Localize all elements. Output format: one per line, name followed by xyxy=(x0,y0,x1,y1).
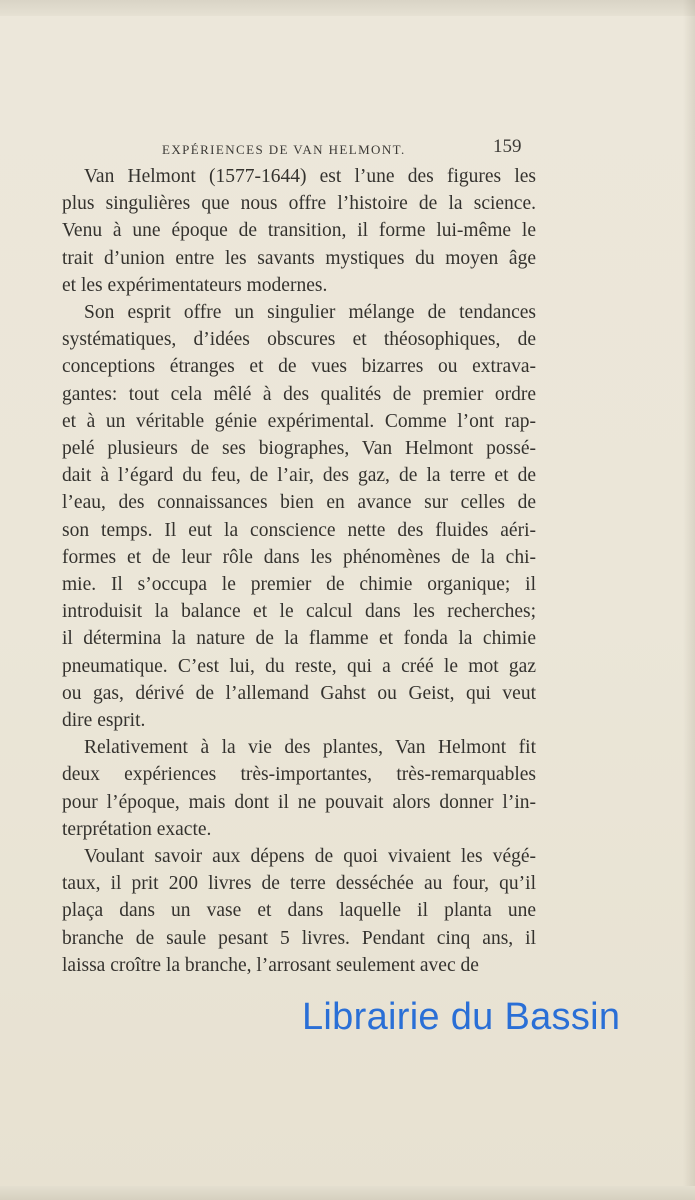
body-text xyxy=(62,163,536,979)
text-line: pneumatique. C’est lui, du reste, qui a créé le mot gaz xyxy=(62,655,536,677)
text-line: trait d’union entre les savants mystiques du moyen âge xyxy=(62,247,536,269)
text-line: et les expérimentateurs modernes. xyxy=(62,274,328,296)
text-line: branche de saule pesant 5 livres. Pendant cinq ans, il xyxy=(62,927,536,949)
text-line: son temps. Il eut la conscience nette des fluides aéri- xyxy=(62,519,536,541)
page-top-edge xyxy=(0,0,695,16)
text-line: il détermina la nature de la flamme et fonda la chimie xyxy=(62,628,536,650)
text-line: terprétation exacte. xyxy=(62,818,212,840)
text-line: Relativement à la vie des plantes, Van Helmont fit xyxy=(84,737,536,759)
text-line: mie. Il s’occupa le premier de chimie organique; il xyxy=(62,574,536,596)
text-line: ou gas, dérivé de l’allemand Gahst ou Geist, qui veut xyxy=(62,682,536,704)
text-line: laissa croître la branche, l’arrosant seulement avec de xyxy=(62,954,479,976)
page-bottom-edge xyxy=(0,1186,695,1200)
text-line: l’eau, des connaissances bien en avance sur celles de xyxy=(62,492,536,514)
paragraph xyxy=(62,843,536,979)
text-line: systématiques, d’idées obscures et théosophiques, de xyxy=(62,329,536,351)
text-line: pour l’époque, mais dont il ne pouvait alors donner l’in- xyxy=(62,791,536,813)
page-right-shadow xyxy=(683,0,695,1200)
text-line: plaça dans un vase et dans laquelle il planta une xyxy=(62,900,536,922)
text-line: formes et de leur rôle dans les phénomènes de la chi- xyxy=(62,546,536,568)
text-line: dait à l’égard du feu, de l’air, des gaz, de la terre et de xyxy=(62,465,536,487)
paragraph xyxy=(62,299,536,734)
text-line: Venu à une époque de transition, il forme lui-même le xyxy=(62,220,536,242)
paragraph xyxy=(62,734,536,843)
paragraph xyxy=(62,163,536,299)
running-head xyxy=(0,136,695,160)
text-line: conceptions étranges et de vues bizarres ou extrava- xyxy=(62,356,536,378)
watermark-text: Librairie du Bassin xyxy=(302,996,621,1038)
text-line: introduisit la balance et le calcul dans les recherches; xyxy=(62,601,536,623)
text-line: Son esprit offre un singulier mélange de tendances xyxy=(84,302,536,324)
text-line: deux expériences très-importantes, très-remarquables xyxy=(62,764,536,786)
text-line: Voulant savoir aux dépens de quoi vivaient les végé- xyxy=(84,846,536,868)
text-line: dire esprit. xyxy=(62,710,146,732)
text-line: pelé plusieurs de ses biographes, Van Helmont possé- xyxy=(62,438,536,460)
page-number: 159 xyxy=(493,136,522,157)
text-line: taux, il prit 200 livres de terre desséchée au four, qu’il xyxy=(62,873,536,895)
text-line: et à un véritable génie expérimental. Comme l’ont rap- xyxy=(62,410,536,432)
running-head-title: EXPÉRIENCES DE VAN HELMONT. xyxy=(162,142,406,157)
text-line: plus singulières que nous offre l’histoire de la science. xyxy=(62,193,536,215)
text-line: gantes: tout cela mêlé à des qualités de premier ordre xyxy=(62,383,536,405)
text-line: Van Helmont (1577-1644) est l’une des figures les xyxy=(84,166,536,187)
